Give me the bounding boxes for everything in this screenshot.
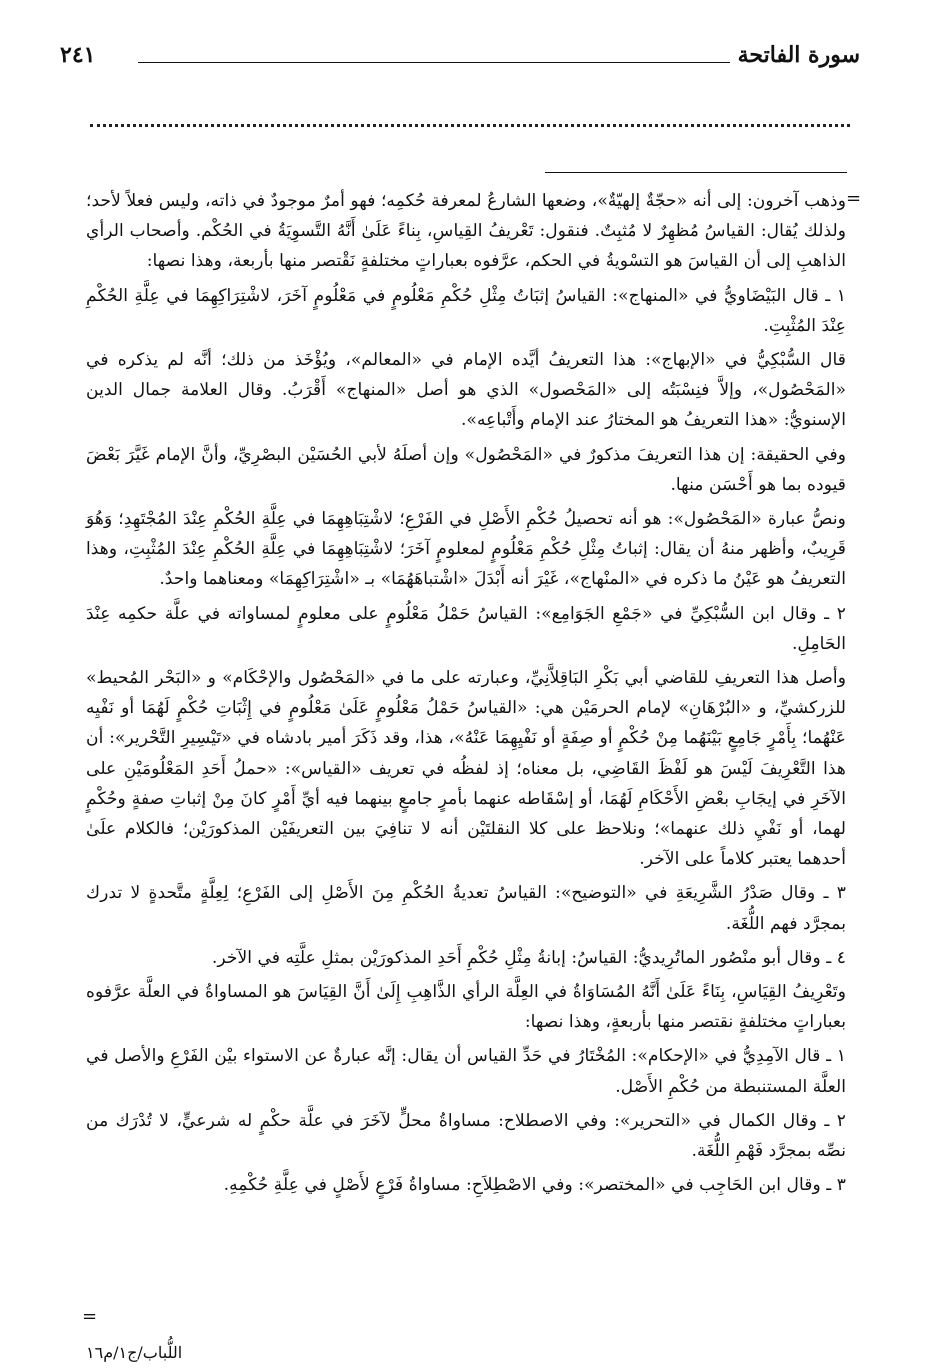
footnote-rule (545, 172, 847, 173)
paragraph: ١ ـ قال الآمِدِيُّ في «الإحكام»: المُخْتَارُ في حَدِّ القياس أن يقال: إنَّه عبارةٌ عن الاستواء بيْن الفَرْعِ والأصل في العلَّة المستنبطة من حُكْمِ الأَصْل. (86, 1046, 846, 1097)
page-number: ٢٤١ (60, 42, 96, 68)
paragraph: وأصل هذا التعريفِ للقاضي أبي بَكْرِ البَاقِلاَّنِيِّ، وعبارته على ما في «المَحْصُول والإحْكَام» و «البَحْر المُحيط» للزركشيِّ، و «البُرْهَانِ» لإمام الحرمَيْن هي: «القياسُ حَمْلُ مَعْلُومٍ عَلَىٰ مَعْلُومٍ في إِثْبَاتِ حُكْمٍ لَهُمَا أو نَفْيِه عَنْهُما؛ بِأَمْرٍ جَامِعٍ بَيْنَهُما مِنْ حُكْمٍ أو صِفَةٍ أو نَفْيِهِمَا عَنْهُ»، هذا، وقد ذَكَرَ أمير بادشاه في «تَيْسِيرِ التَّحْرير»: أن هذا التَّعْرِيفَ لَيْسَ هو لَفْظَ القَاضِي، بل معناه؛ إذ لفظُه في تعريف «القياس»: «حملُ أَحَدِ المَعْلُومَيْنِ على الآخَرِ في إيجَابِ بعْضِ الأَحْكَامِ لَهُمَا، أو إسْقَاطه عنهما بأمرٍ جامعٍ بينهما فيه أيِّ أَمْرٍ كانَ مِنْ إثباتِ صفةٍ وحُكْمٍ لهما، أو نَفْيِ ذلك عنهما»؛ ونلاحظ على كلا النقلتَيْن أنه لا تنافِيَ بين التعريفَيْن المذكورَيْن؛ فالكلام علَىٰ أحدهما يعتبر كلاماً على الآخر. (86, 668, 846, 870)
running-title: سورة الفاتحة (737, 42, 860, 68)
paragraph: ١ ـ قال البَيْضَاويُّ في «المنهاج»: القياسُ إثبَاتُ مِثْلِ حُكْمِ مَعْلُومٍ في مَعْلُومٍ آخَرَ، لاشْتِرَاكِهِمَا في عِلَّةِ الحُكْمِ عِنْدَ المُثْبِتِ. (86, 285, 846, 336)
paragraph: وتَعْرِيفُ القِيَاسِ، بِنَاءً عَلَىٰ أَنَّهُ المُسَاوَاةُ في العِلَّة الرأي الذَّاهِبِ إِلَىٰ أَنَّ القِيَاسَ هو المساواةُ في العلَّة عرَّفوه بعباراتٍ مختلفةٍ نقتصر منها بأربعةٍ، وهذا نصها: (86, 982, 846, 1033)
paragraph: ٤ ـ وقال أبو منْصُور الماتُرِيديُّ: القياسُ: إبانةُ مِثْلِ حُكْمِ أَحَدِ المذكورَيْن بمثلِ علَّتِه في الآخر. (211, 947, 846, 968)
paragraph: وذهب آخرون: إلى أنه «حجّةٌ إلهيّةٌ»، وضعها الشارعُ لمعرفة حُكمِه؛ فهو أمرٌ موجودٌ في ذاته، وليس فعلاً لأحد؛ ولذلك يُقال: القياسُ مُظهِرٌ لا مُثبِتٌ. فنقول: تَعْريفُ القِياسِ، بِناءً عَلَىٰ أَنَّهُ التَّسوِيَةُ في الحُكْم. وأصحاب الرأي الذاهبِ إلى أن القياسَ هو التسْويةُ في الحكم، عرَّفوه بعباراتٍ مختلفةٍ نَقْتصر منها بأربعة، وهذا نصها: (86, 191, 846, 272)
paragraph: ٢ ـ وقال ابن السُّبْكِيِّ في «جَمْعِ الجَوَامِع»: القياسُ حَمْلُ مَعْلُومٍ على معلومٍ لمساواته في علَّة حكمِه عِنْدَ الحَامِلِ. (86, 603, 846, 654)
continuation-mark-top: = (846, 188, 862, 209)
header-rule (138, 62, 730, 63)
paragraph: وفي الحقيقة: إن هذا التعريفَ مذكورٌ في «المَحْصُول» وإن أصلَهُ لأبي الحُسَيْن البصْرِيِّ، وأنَّ الإمام غَيَّرَ بَعْضَ قيوده بما هو أَحْسَن منها. (86, 444, 846, 495)
paragraph: ٣ ـ وقال صَدْرُ الشَّرِيعَةِ في «التوضيح»: القياسُ تعديةُ الحُكْمِ مِنَ الأَصْلِ إلى الفَرْعِ؛ لِعِلَّةٍ متَّحدةٍ لا تدرك بمجرَّد فهم اللُّغَة. (86, 883, 846, 934)
dotted-separator (90, 124, 850, 141)
paragraph: ونصُّ عبارة «المَحْصُول»: هو أنه تحصيلُ حُكْمِ الأَصْلِ في الفَرْعِ؛ لاشْتِبَاهِهِمَا في عِلَّةِ الحُكْمِ عِنْدَ المُجْتَهِدِ؛ وَهُوَ قَرِيبٌ، وأظهر منهُ أن يقال: إثباتُ مِثْلِ حُكْمِ مَعْلُومٍ لمعلومٍ آخَرَ؛ لاشْتِبَاهِهِمَا في عِلَّةِ الحُكْمِ عِنْدَ المُثْبِتِ، وهذا التعريفُ هو عَيْنُ ما ذكره في «المنْهاج»، غَيْرَ أنه أَبْدَلَ «اشْتباهَهُمَا» بـ «اشْتِرَاكِهِمَا» ومعناهما واحدٌ. (86, 509, 846, 590)
continuation-mark-bottom: = (82, 1306, 98, 1327)
page-header (60, 40, 860, 74)
paragraph: قال السُّبْكِيُّ في «الإبهاج»: هذا التعريفُ أيَّده الإمام في «المعالم»، ويُؤْخَذ من ذلك؛ أنَّه لم يذكره في «المَحْصُول»، وإلاَّ فنِسْبَتُه إلى «المَحْصول» الذي هو أصل «المنهاج» أَقْرَبُ. وقال العلامة جمال الدين الإسنويُّ: «هذا التعريفُ هو المختارُ عند الإمام وأَتْباعِه». (86, 350, 846, 431)
footnote-body (86, 186, 846, 1316)
printer-signature: اللُّباب/ج١/م١٦ (86, 1343, 183, 1362)
paragraph: ٢ ـ وقال الكمال في «التحرير»: وفي الاصطلاح: مساواةُ محلٍّ لآخَرَ في علَّة حكْمٍ له شرعيٍّ، لا تُدْرَك من نصِّه بمجرَّد فَهْمِ اللُّغَة. (86, 1110, 846, 1162)
paragraph: ٣ ـ وقال ابن الحَاجِب في «المختصر»: وفي الاصْطِلاَحِ: مساواةُ فَرْعٍ لأَصْلٍ في عِلَّةِ حُكْمِهِ. (223, 1175, 846, 1196)
